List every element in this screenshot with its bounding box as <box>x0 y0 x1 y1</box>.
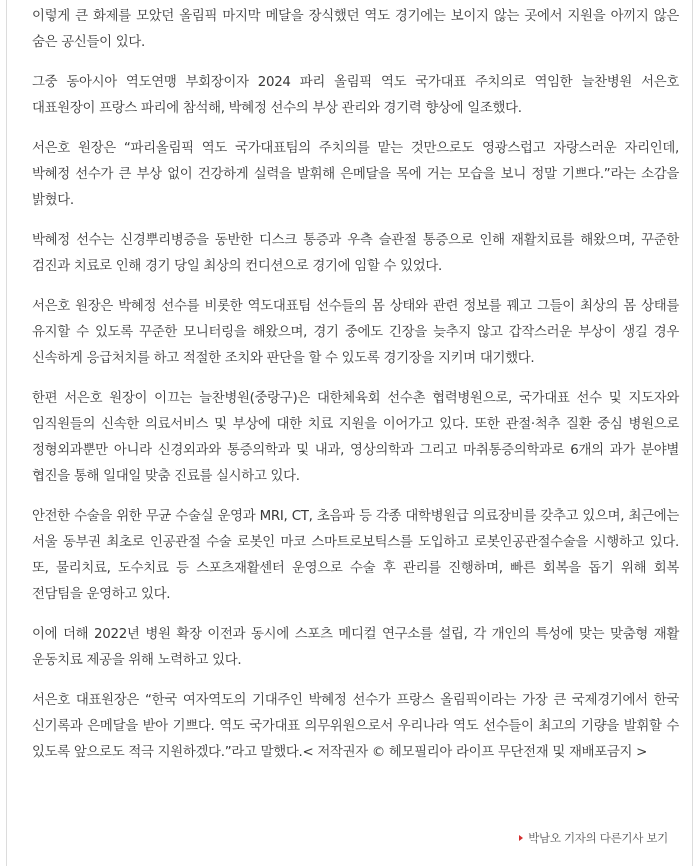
article-paragraph-5: 서은호 원장은 박혜정 선수를 비롯한 역도대표팀 선수들의 몸 상태와 관련 정보를 꿰고 그들이 최상의 몸 상태를 유지할 수 있도록 꾸준한 모니터링을 해왔으며, 경기 중에도 긴장을 늦추지 않고 갑작스러운 부상이 생길 경우 신속하게 응급처치를 하고 적절한 조치와 판단을 할 수 있도록 경기장을 지키며 대기했다. <box>32 299 679 366</box>
article-paragraph-7: 안전한 수술을 위한 무균 수술실 운영과 MRI, CT, 초음파 등 각종 대학병원급 의료장비를 갖추고 있으며, 최근에는 서울 동부권 최초로 인공관절 수술 로봇인 마코 스마트로보틱스를 도입하고 로봇인공관절수술을 시행하고 있다. 또, 물리치료, 도수치료 등 스포츠재활센터 운영으로 수술 후 관리를 진행하며, 빠른 회복을 돕기 위해 회복 전담팀을 운영하고 있다. <box>32 509 679 602</box>
article-paragraph-8: 이에 더해 2022년 병원 확장 이전과 동시에 스포츠 메디컬 연구소를 설립, 각 개인의 특성에 맞는 맞춤형 재활 운동치료 제공을 위해 노력하고 있다. <box>32 627 679 668</box>
article-paragraph-1: 이렇게 큰 화제를 모았던 올림픽 마지막 메달을 장식했던 역도 경기에는 보이지 않는 곳에서 지원을 아끼지 않은 숨은 공신들이 있다. <box>32 9 679 50</box>
copyright-notice: < 저작권자 © 헤모필리아 라이프 무단전재 및 재배포금지 > <box>302 745 648 760</box>
article-paragraph-3: 서은호 원장은 “파리올림픽 역도 국가대표팀의 주치의를 맡는 것만으로도 영광스럽고 자랑스러운 자리인데, 박혜정 선수가 큰 부상 없이 건강하게 실력을 발휘해 은메달을 목에 거는 모습을 보니 정말 기쁘다.”라는 소감을 밝혔다. <box>32 141 679 208</box>
reporter-other-articles-label: 박남오 기자의 다른기사 보기 <box>528 831 668 845</box>
article-body <box>32 4 679 780</box>
red-arrow-icon <box>519 835 523 841</box>
article-frame <box>6 0 693 866</box>
article-paragraph-6: 한편 서은호 원장이 이끄는 늘찬병원(중랑구)은 대한체육회 선수촌 협력병원으로, 국가대표 선수 및 지도자와 임직원들의 신속한 의료서비스 및 부상에 대한 치료 지원을 이어가고 있다. 또한 관절·척추 질환 중심 병원으로 정형외과뿐만 아니라 신경외과와 통증의학과 및 내과, 영상의학과 그리고 마취통증의학과로 6개의 과가 분야별 협진을 통해 일대일 맞춤 진료를 실시하고 있다. <box>32 391 679 484</box>
reporter-other-articles-link[interactable] <box>519 830 668 846</box>
article-paragraph-2: 그중 동아시아 역도연맹 부회장이자 2024 파리 올림픽 역도 국가대표 주치의로 역임한 늘찬병원 서은호 대표원장이 프랑스 파리에 참석해, 박혜정 선수의 부상 관리와 경기력 향상에 일조했다. <box>32 75 679 116</box>
article-paragraph-9 <box>32 688 679 766</box>
article-paragraph-4: 박혜정 선수는 신경뿌리병증을 동반한 디스크 통증과 우측 슬관절 통증으로 인해 재활치료를 해왔으며, 꾸준한 검진과 치료로 인해 경기 당일 최상의 컨디션으로 경기에 임할 수 있었다. <box>32 233 679 274</box>
article-paragraph-9-text: 서은호 대표원장은 “한국 여자역도의 기대주인 박혜정 선수가 프랑스 올림픽이라는 가장 큰 국제경기에서 한국 신기록과 은메달을 받아 기쁘다. 역도 국가대표 의무위원으로서 우리나라 역도 선수들이 최고의 기량을 발휘할 수 있도록 앞으로도 적극 지원하겠다.”라고 말했다. <box>32 693 679 760</box>
